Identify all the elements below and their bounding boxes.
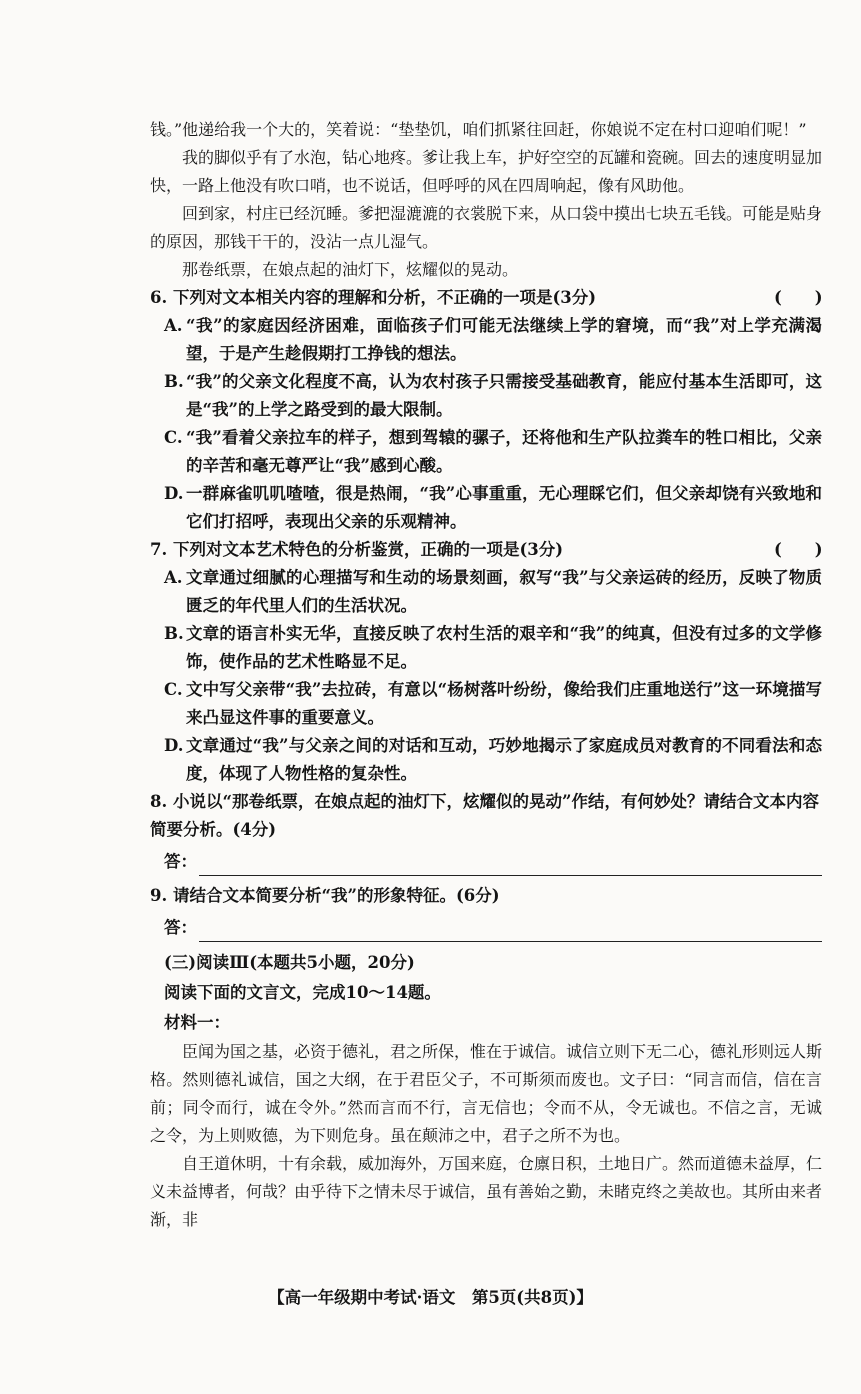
page-content bbox=[150, 116, 822, 1234]
question-7-text: 7. 下列对文本艺术特色的分析鉴赏，正确的一项是(3分) bbox=[150, 540, 564, 559]
question-7-option-d bbox=[150, 732, 822, 788]
option-letter: D. bbox=[164, 484, 184, 503]
question-9-answer-line[interactable] bbox=[199, 921, 822, 942]
question-6-option-d bbox=[150, 480, 822, 536]
material-1-label: 材料一： bbox=[164, 1013, 230, 1032]
question-9-text: 9. 请结合文本简要分析“我”的形象特征。(6分) bbox=[150, 886, 500, 905]
option-text: 文中写父亲带“我”去拉砖，有意以“杨树落叶纷纷，像给我们庄重地送行”这一环境描写来凸显这件事的重要意义。 bbox=[186, 680, 822, 727]
question-6-text: 6. 下列对文本相关内容的理解和分析，不正确的一项是(3分) bbox=[150, 288, 597, 307]
question-6-option-b bbox=[150, 368, 822, 424]
option-letter: C. bbox=[164, 428, 183, 447]
option-text: “我”的家庭因经济困难，面临孩子们可能无法继续上学的窘境，而“我”对上学充满渴望，于是产生趁假期打工挣钱的想法。 bbox=[186, 316, 822, 363]
story-paragraph: 我的脚似乎有了水泡，钻心地疼。爹让我上车，护好空空的瓦罐和瓷碗。回去的速度明显加快，一路上他没有吹口哨，也不说话，但呼呼的风在四周响起，像有风助他。 bbox=[150, 148, 823, 195]
option-letter: D. bbox=[164, 736, 184, 755]
option-letter: B. bbox=[164, 372, 184, 391]
option-text: 文章通过细腻的心理描写和生动的场景刻画，叙写“我”与父亲运砖的经历，反映了物质匮乏的年代里人们的生活状况。 bbox=[186, 568, 822, 615]
option-text: 文章通过“我”与父亲之间的对话和互动，巧妙地揭示了家庭成员对教育的不同看法和态度，体现了人物性格的复杂性。 bbox=[186, 736, 822, 783]
question-8-text: 8. 小说以“那卷纸票，在娘点起的油灯下，炫耀似的晃动”作结，有何妙处？请结合文本内容简要分析。(4分) bbox=[150, 792, 819, 839]
classical-paragraph: 自王道休明，十有余载，威加海外，万国来庭，仓廪日积，土地日广。然而道德未益厚，仁义未益博者，何哉？由乎待下之情未尽于诚信，虽有善始之勤，未睹克终之美故也。其所由来者渐，非 bbox=[150, 1154, 823, 1229]
section-3-instruction: 阅读下面的文言文，完成10～14题。 bbox=[164, 983, 441, 1002]
page-footer: 【高一年级期中考试·语文 第5页(共8页)】 bbox=[268, 1288, 593, 1307]
question-6-answer-bracket[interactable]: ( ) bbox=[774, 288, 823, 307]
option-text: “我”看着父亲拉车的样子，想到驾辕的骡子，还将他和生产队拉粪车的牲口相比，父亲的辛苦和毫无尊严让“我”感到心酸。 bbox=[186, 428, 822, 475]
option-letter: C. bbox=[164, 680, 183, 699]
question-7-answer-bracket[interactable]: ( ) bbox=[774, 540, 823, 559]
option-letter: B. bbox=[164, 624, 184, 643]
answer-label: 答： bbox=[164, 852, 197, 871]
option-text: 文章的语言朴实无华，直接反映了农村生活的艰辛和“我”的纯真，但没有过多的文学修饰，使作品的艺术性略显不足。 bbox=[186, 624, 822, 671]
story-paragraph: 回到家，村庄已经沉睡。爹把湿漉漉的衣裳脱下来，从口袋中摸出七块五毛钱。可能是贴身的原因，那钱干干的，没沾一点儿湿气。 bbox=[150, 204, 823, 251]
story-paragraph: 钱。”他递给我一个大的，笑着说：“垫垫饥，咱们抓紧往回赶，你娘说不定在村口迎咱们呢！” bbox=[150, 120, 807, 139]
question-9-stem bbox=[150, 882, 822, 910]
option-text: 一群麻雀叽叽喳喳，很是热闹，“我”心事重重，无心理睬它们，但父亲却饶有兴致地和它们打招呼，表现出父亲的乐观精神。 bbox=[186, 484, 822, 531]
classical-paragraph: 臣闻为国之基，必资于德礼，君之所保，惟在于诚信。诚信立则下无二心，德礼形则远人斯格。然则德礼诚信，国之大纲，在于君臣父子，不可斯须而废也。文子曰：“同言而信，信在言前；同令而行，诚在令外。”然而言而不行，言无信也；令而不从，令无诚也。不信之言，无诚之令，为上则败德，为下则危身。虽在颠沛之中，君子之所不为也。 bbox=[150, 1042, 823, 1145]
option-text: “我”的父亲文化程度不高，认为农村孩子只需接受基础教育，能应付基本生活即可，这是“我”的上学之路受到的最大限制。 bbox=[186, 372, 822, 419]
option-letter: A. bbox=[164, 316, 183, 335]
option-letter: A. bbox=[164, 568, 183, 587]
question-6-option-a bbox=[150, 312, 822, 368]
question-8-stem bbox=[150, 788, 822, 844]
question-8-answer bbox=[150, 848, 822, 876]
story-paragraph: 那卷纸票，在娘点起的油灯下，炫耀似的晃动。 bbox=[182, 260, 519, 279]
question-9-answer bbox=[150, 914, 822, 942]
question-8-answer-line[interactable] bbox=[199, 855, 822, 876]
answer-label: 答： bbox=[164, 918, 197, 937]
section-3-title: (三)阅读Ⅲ(本题共5小题，20分) bbox=[164, 953, 415, 972]
question-7-option-a bbox=[150, 564, 822, 620]
question-7-option-b bbox=[150, 620, 822, 676]
question-7-stem bbox=[150, 536, 822, 564]
question-6-stem bbox=[150, 284, 822, 312]
question-6-option-c bbox=[150, 424, 822, 480]
question-7-option-c bbox=[150, 676, 822, 732]
